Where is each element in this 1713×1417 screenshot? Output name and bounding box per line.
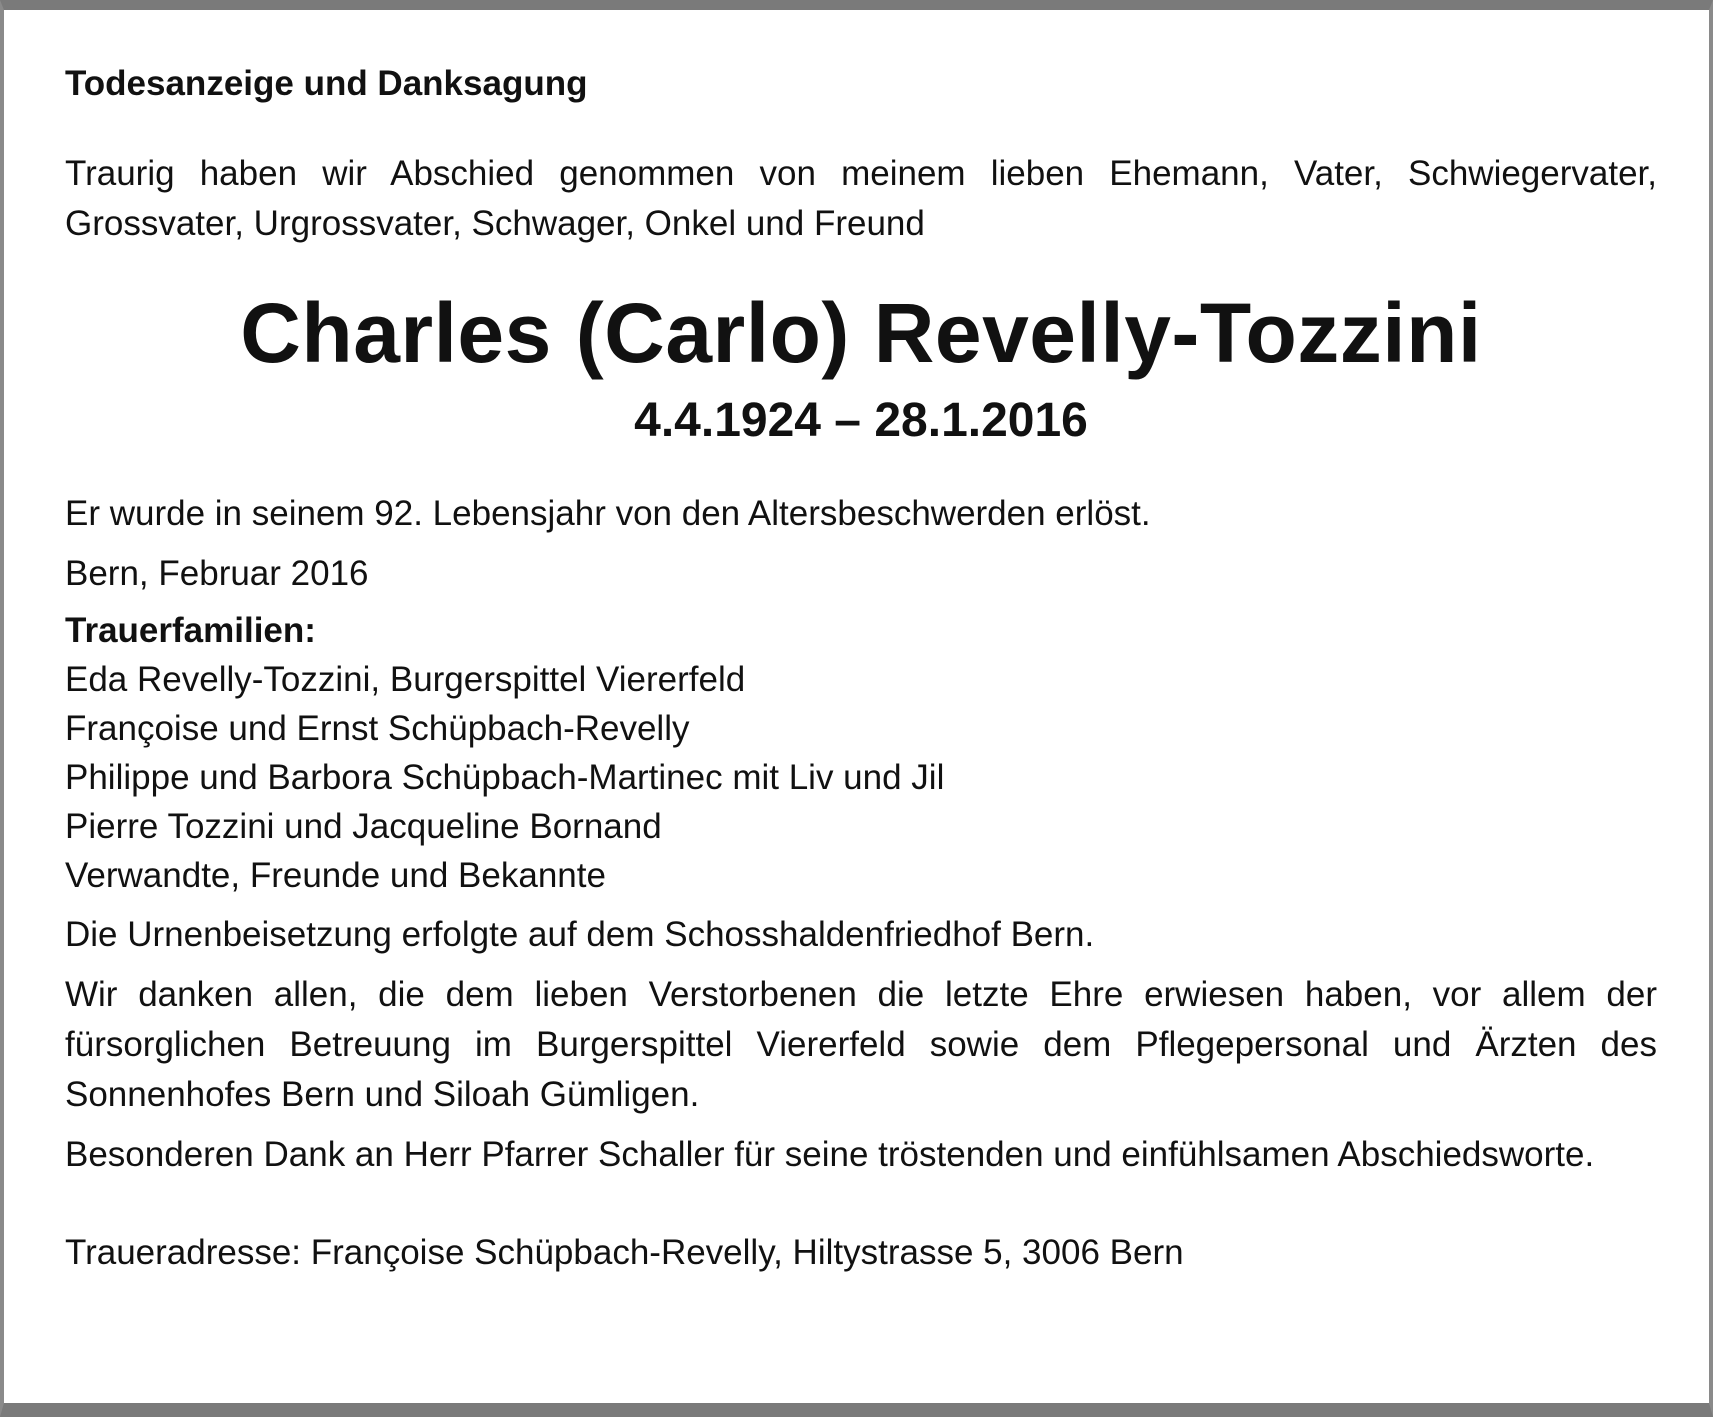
family-line: Philippe und Barbora Schüpbach-Martinec mit Liv und Jil xyxy=(65,758,945,797)
family-line: Verwandte, Freunde und Bekannte xyxy=(65,856,606,895)
thanks-text: Wir danken allen, die dem lieben Verstorbenen die letzte Ehre erwiesen haben, vor allem der fürsorglichen Betreuung im Burgerspittel Viererfeld sowie dem Pflegepersonal und Ärzten des Sonnenhofes Bern und Siloah Gümligen. xyxy=(65,975,1657,1114)
family-line: Françoise und Ernst Schüpbach-Revelly xyxy=(65,709,690,748)
place-date: Bern, Februar 2016 xyxy=(65,554,369,593)
deceased-name: Charles (Carlo) Revelly-Tozzini xyxy=(240,286,1482,380)
special-thanks-text: Besonderen Dank an Herr Pfarrer Schaller für seine tröstenden und einfühlsamen Abschiedsworte. xyxy=(65,1135,1595,1174)
family-line: Pierre Tozzini und Jacqueline Bornand xyxy=(65,807,662,846)
intro-text: Traurig haben wir Abschied genommen von meinem lieben Ehemann, Vater, Schwiegervater, Grossvater, Urgrossvater, Schwager, Onkel und Freund xyxy=(65,154,1657,243)
life-dates: 4.4.1924 – 28.1.2016 xyxy=(634,394,1088,447)
relief-text: Er wurde in seinem 92. Lebensjahr von den Altersbeschwerden erlöst. xyxy=(65,494,1151,533)
families-title: Trauerfamilien: xyxy=(65,611,316,650)
obituary-notice xyxy=(65,62,1657,1278)
mourning-address: Traueradresse: Françoise Schüpbach-Revelly, Hiltystrasse 5, 3006 Bern xyxy=(65,1233,1184,1272)
family-line: Eda Revelly-Tozzini, Burgerspittel Viererfeld xyxy=(65,660,746,699)
families-list xyxy=(65,655,1657,900)
notice-heading: Todesanzeige und Danksagung xyxy=(65,64,588,103)
burial-text: Die Urnenbeisetzung erfolgte auf dem Schosshaldenfriedhof Bern. xyxy=(65,915,1095,954)
